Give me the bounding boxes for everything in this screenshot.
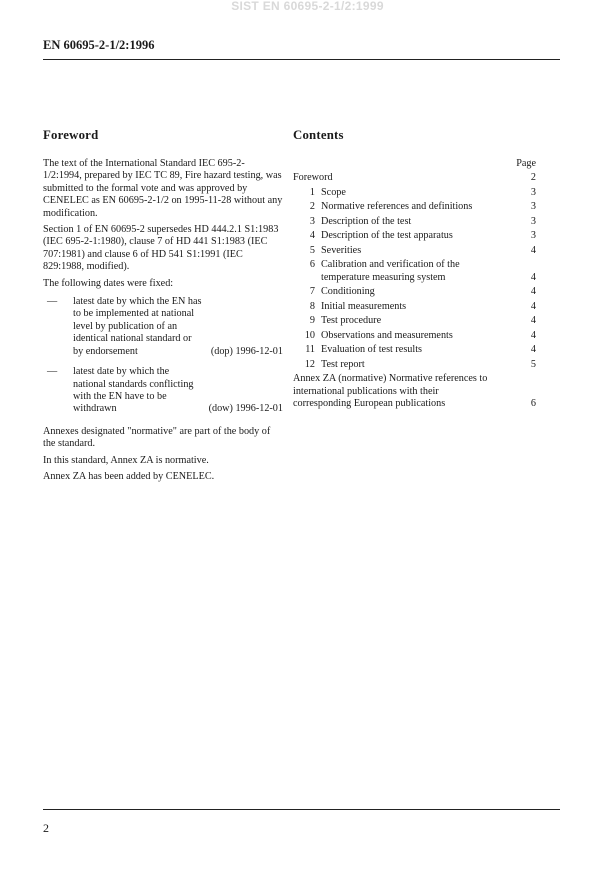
toc-entry[interactable] xyxy=(293,344,536,356)
foreword-paragraph: Annex ZA has been added by CENELEC. xyxy=(43,470,215,482)
toc-entry[interactable] xyxy=(293,230,536,242)
toc-entry-page: 4 xyxy=(530,300,536,312)
toc-entry[interactable] xyxy=(293,245,536,257)
toc-entry-title: Observations and measurements xyxy=(321,329,453,341)
page-column-label: Page xyxy=(516,158,536,169)
foreword-paragraph: In this standard, Annex ZA is normative. xyxy=(43,454,209,466)
toc-entry-foreword[interactable] xyxy=(293,172,536,184)
toc-entry-title: Annex ZA (normative) Normative references to international publications with their corresponding European publications xyxy=(293,373,488,410)
toc-entry-number: 10 xyxy=(304,329,315,341)
toc-entry-title: Calibration and verification of the temperature measuring system xyxy=(321,259,460,283)
footer-rule xyxy=(43,809,560,810)
toc-entry[interactable] xyxy=(293,301,536,313)
toc-entry-page: 4 xyxy=(530,244,536,256)
toc-entry-number: 12 xyxy=(304,358,315,370)
page-number: 2 xyxy=(43,821,49,835)
toc-entry-page: 3 xyxy=(530,186,536,198)
toc-entry-page: 4 xyxy=(530,286,536,298)
toc-entry-title: Foreword xyxy=(293,172,333,184)
toc-entry[interactable] xyxy=(293,216,536,228)
toc-entry-page: 4 xyxy=(530,271,536,283)
toc-entry-title: Evaluation of test results xyxy=(321,344,423,356)
foreword-paragraph: Section 1 of EN 60695-2 supersedes HD 444.2.1 S1:1983 (IEC 695-2-1:1980), clause 7 of HD 441 S1:1983 (IEC 707:1981) and clause 6 of HD 541 S1:1991 (IEC 829:1988, modified). xyxy=(43,224,279,273)
toc-entry-title: Conditioning xyxy=(321,286,375,298)
toc-entry-page: 4 xyxy=(530,315,536,327)
toc-entry-number: 6 xyxy=(309,259,315,271)
foreword-section xyxy=(43,126,283,487)
toc-entry-number: 3 xyxy=(309,215,315,227)
toc-entry-page: 2 xyxy=(530,172,536,184)
toc-entry-title: Test procedure xyxy=(321,315,382,327)
watermark: SIST EN 60695-2-1/2:1999 xyxy=(231,0,384,13)
toc-entry-number: 11 xyxy=(305,344,315,356)
date-item-value: (dow) 1996-12-01 xyxy=(208,403,283,415)
toc-entry-title: Description of the test apparatus xyxy=(321,230,453,242)
toc-entry-number: 5 xyxy=(309,244,315,256)
contents-section xyxy=(293,126,536,413)
dash-mark: — xyxy=(47,296,58,308)
toc-entry-page: 6 xyxy=(530,398,536,410)
toc-entry-annex-za[interactable] xyxy=(293,373,536,410)
header-rule xyxy=(43,59,560,60)
contents-heading: Contents xyxy=(293,128,344,142)
date-item-dow xyxy=(43,366,283,416)
date-item-text: latest date by which the EN has to be implemented at national level by publication of an identical national standard or by endorsement xyxy=(73,296,202,357)
toc-entry[interactable] xyxy=(293,330,536,342)
dash-mark: — xyxy=(47,366,58,378)
toc-entry-page: 5 xyxy=(530,358,536,370)
toc-entry[interactable] xyxy=(293,315,536,327)
toc-entry-title: Initial measurements xyxy=(321,300,407,312)
toc-entry-page: 3 xyxy=(530,201,536,213)
toc-entry-title: Normative references and definitions xyxy=(321,201,473,213)
foreword-paragraph: The following dates were fixed: xyxy=(43,277,174,289)
toc-entry-page: 3 xyxy=(530,230,536,242)
toc-entry-title: Test report xyxy=(321,358,365,370)
toc-entry-title: Description of the test xyxy=(321,215,412,227)
toc-entry-page: 3 xyxy=(530,215,536,227)
toc-entry[interactable] xyxy=(293,286,536,298)
toc-entry[interactable] xyxy=(293,259,536,284)
date-item-dop xyxy=(43,296,283,358)
toc-entry-title: Severities xyxy=(321,244,362,256)
date-item-text: latest date by which the national standards conflicting with the EN have to be withdrawn xyxy=(73,366,194,415)
foreword-paragraph: The text of the International Standard IEC 695-2-1/2:1994, prepared by IEC TC 89, Fire hazard testing, was submitted to the formal vote and was approved by CENELEC as EN 60695-2-1/2 on 1995-11-28 without any modification. xyxy=(43,158,283,219)
toc-entry-number: 2 xyxy=(309,201,315,213)
foreword-paragraph: Annexes designated "normative" are part of the body of the standard. xyxy=(43,425,271,450)
toc-entry-number: 1 xyxy=(309,186,315,198)
toc-entry-page: 4 xyxy=(530,344,536,356)
toc-entry[interactable] xyxy=(293,201,536,213)
toc-entry-page: 4 xyxy=(530,329,536,341)
date-item-value: (dop) 1996-12-01 xyxy=(210,345,283,357)
toc-entry-title: Scope xyxy=(321,186,346,198)
toc-entry[interactable] xyxy=(293,359,536,371)
toc-entry-number: 7 xyxy=(309,286,315,298)
document-id: EN 60695-2-1/2:1996 xyxy=(43,38,155,52)
toc-entry-number: 9 xyxy=(309,315,315,327)
toc-entry[interactable] xyxy=(293,187,536,199)
toc-entry-number: 8 xyxy=(309,300,315,312)
toc-entry-number: 4 xyxy=(309,230,315,242)
foreword-heading: Foreword xyxy=(43,128,99,142)
